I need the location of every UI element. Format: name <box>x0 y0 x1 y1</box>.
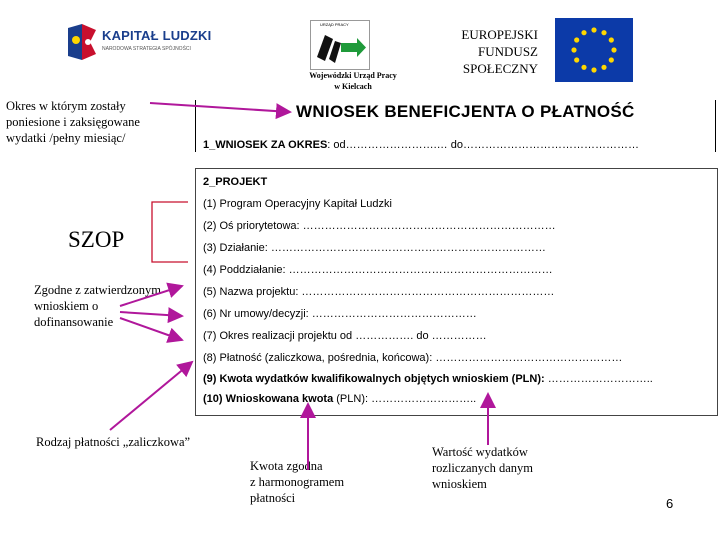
wup-tag: URZĄD PRACY <box>320 22 349 27</box>
note-kwota-line3: płatności <box>250 491 296 505</box>
note-zgodne-line1: Zgodne z zatwierdzonym <box>34 283 162 297</box>
efs-line3: SPOŁECZNY <box>462 61 538 76</box>
section2-heading: 2_PROJEKT <box>203 176 268 188</box>
note-kwota-line1: Kwota zgodna <box>250 459 323 473</box>
line-7-suffix: ……………. do …………… <box>352 330 487 342</box>
kapital-ludzki-subtitle: NARODOWA STRATEGIA SPÓJNOŚCI <box>102 46 191 52</box>
line-1-prefix: (1) Program Operacyjny Kapitał Ludzki <box>203 198 392 210</box>
line-2-prefix: (2) Oś priorytetowa: <box>203 220 300 232</box>
note-zgodne-line3: dofinansowanie <box>34 315 114 329</box>
line-3-suffix: ………………………………………………………………… <box>267 242 546 254</box>
form-title: WNIOSEK BENEFICJENTA O PŁATNOŚĆ <box>296 102 635 121</box>
line-6-prefix: (6) Nr umowy/decyzji: <box>203 308 309 320</box>
note-wartosc-line2: rozliczanych danym <box>432 461 533 475</box>
note-zgodne-line2: wnioskiem o <box>34 299 99 313</box>
wup-name-line2: w Kielcach <box>334 82 372 91</box>
arrow-zgodne-1 <box>120 286 182 306</box>
wup-name-line1: Wojewódzki Urząd Pracy <box>309 71 397 80</box>
line-9-suffix: ……………………….. <box>544 373 653 385</box>
note-okres-line2: poniesione i zaksięgowane <box>6 115 140 129</box>
line-4-prefix: (4) Poddziałanie: <box>203 264 286 276</box>
arrow-zgodne-2 <box>120 312 182 316</box>
note-wartosc-line3: wnioskiem <box>432 477 487 491</box>
szop-bracket <box>152 202 188 262</box>
line-3-prefix: (3) Działanie: <box>203 242 268 254</box>
line-8-prefix: (8) Płatność (zaliczkowa, pośrednia, końcowa): <box>203 352 433 364</box>
efs-line1: EUROPEJSKI <box>461 27 538 42</box>
note-wartosc-line1: Wartość wydatków <box>432 445 528 459</box>
arrow-okres <box>150 103 290 112</box>
arrow-zgodne-3 <box>120 318 182 340</box>
line-6-suffix: ……………………………………… <box>308 308 477 320</box>
line-4-suffix: ……………………………………………………………… <box>285 264 553 276</box>
line-9-prefix: (9) Kwota wydatków kwalifikowalnych objętych wnioskiem (PLN): <box>203 373 545 385</box>
line-5-prefix: (5) Nazwa projektu: <box>203 286 299 298</box>
note-kwota-line2: z harmonogramem <box>250 475 345 489</box>
note-rodzaj: Rodzaj płatności „zaliczkowa” <box>36 435 191 449</box>
section1-label: 1_WNIOSEK ZA OKRES <box>203 139 328 151</box>
line-2-suffix: …………………………………………………………… <box>299 220 556 232</box>
line-10-prefix: (10) Wnioskowana kwota <box>203 393 334 405</box>
kapital-ludzki-title: KAPITAŁ LUDZKI <box>102 28 212 43</box>
line-10-suffix: (PLN): ……………………….. <box>333 393 477 405</box>
note-okres-line3: wydatki /pełny miesiąc/ <box>6 131 126 145</box>
note-szop: SZOP <box>68 227 125 252</box>
note-okres-line1: Okres w którym zostały <box>6 99 126 113</box>
arrow-rodzaj <box>110 362 192 430</box>
line-8-suffix: …………………………………………… <box>432 352 623 364</box>
section1-fill: : od…………………….… do………………………………………… <box>327 139 639 151</box>
efs-line2: FUNDUSZ <box>478 44 538 59</box>
line-7-prefix: (7) Okres realizacji projektu od <box>203 330 353 342</box>
line-5-suffix: …………………………………………………………… <box>298 286 555 298</box>
page-number: 6 <box>666 496 674 511</box>
